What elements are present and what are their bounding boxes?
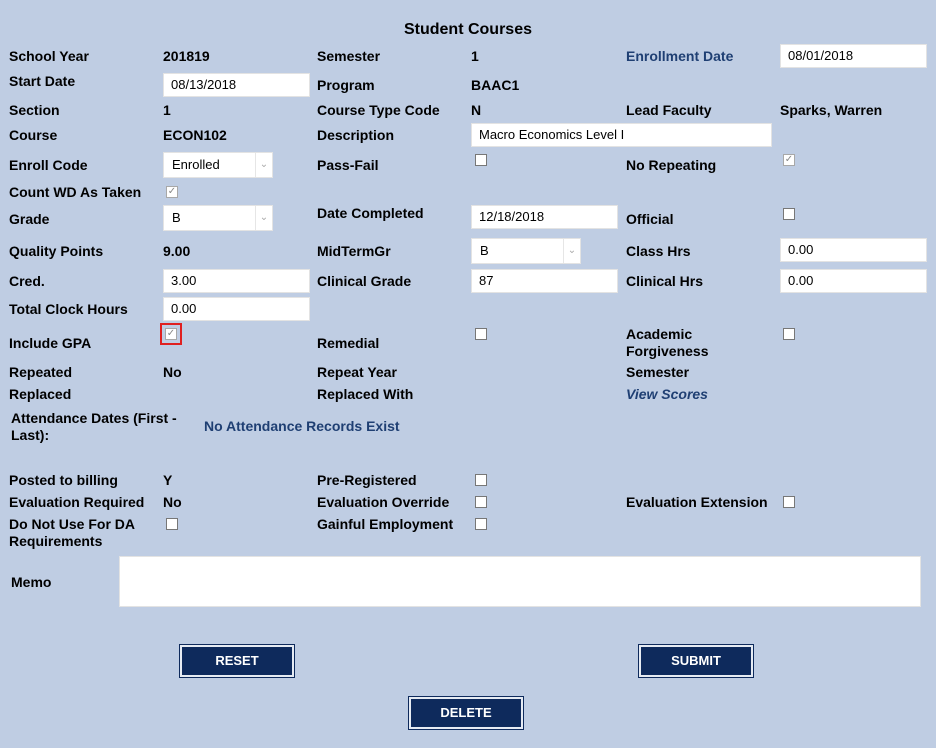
include-gpa-label: Include GPA (9, 335, 92, 351)
evaluation-required-value: No (163, 494, 182, 510)
course-type-code-label: Course Type Code (317, 102, 440, 118)
grade-selected: B (172, 210, 181, 225)
checkmark-icon: ✓ (167, 186, 177, 197)
course-type-code-value: N (471, 102, 482, 118)
date-completed-input[interactable]: 12/18/2018 (471, 205, 618, 229)
no-repeating-label: No Repeating (626, 157, 717, 173)
lead-faculty-value: Sparks, Warren (780, 102, 883, 118)
quality-points-value: 9.00 (163, 243, 191, 259)
quality-points-label: Quality Points (9, 243, 104, 259)
cred-input[interactable]: 3.00 (163, 269, 310, 293)
midterm-gr-select[interactable] (471, 238, 581, 264)
semester-label: Semester (317, 48, 381, 64)
grade-label: Grade (9, 211, 50, 227)
school-year-value: 201819 (163, 48, 210, 64)
academic-forgiveness-checkbox[interactable] (783, 328, 795, 340)
reset-button[interactable]: RESET (180, 645, 294, 677)
enrollment-date-label: Enrollment Date (626, 48, 734, 64)
count-wd-checkbox[interactable] (166, 186, 178, 198)
description-input[interactable]: Macro Economics Level I (471, 123, 772, 147)
midterm-gr-selected: B (480, 243, 489, 258)
posted-to-billing-value: Y (163, 472, 173, 488)
clinical-hrs-label: Clinical Hrs (626, 273, 704, 289)
cred-label: Cred. (9, 273, 45, 289)
course-value: ECON102 (163, 127, 227, 143)
no-repeating-checkbox[interactable] (783, 154, 795, 166)
total-clock-hours-input[interactable]: 0.00 (163, 297, 310, 321)
enroll-code-selected: Enrolled (172, 157, 220, 172)
grade-select[interactable] (163, 205, 273, 231)
count-wd-label: Count WD As Taken (9, 184, 142, 200)
chevron-down-icon: ⌄ (255, 153, 272, 177)
enroll-code-label: Enroll Code (9, 157, 88, 173)
evaluation-extension-checkbox[interactable] (783, 496, 795, 508)
class-hrs-label: Class Hrs (626, 243, 691, 259)
memo-label: Memo (11, 574, 52, 590)
checkmark-icon: ✓ (166, 328, 176, 339)
clinical-hrs-input[interactable]: 0.00 (780, 269, 927, 293)
pre-registered-checkbox[interactable] (475, 474, 487, 486)
clinical-grade-label: Clinical Grade (317, 273, 412, 289)
enroll-code-select[interactable] (163, 152, 273, 178)
repeat-semester-label: Semester (626, 364, 690, 380)
remedial-checkbox[interactable] (475, 328, 487, 340)
replaced-with-label: Replaced With (317, 386, 414, 402)
start-date-label: Start Date (9, 73, 76, 89)
course-label: Course (9, 127, 58, 143)
start-date-input[interactable]: 08/13/2018 (163, 73, 310, 97)
date-completed-label: Date Completed (317, 205, 424, 221)
checkmark-icon: ✓ (784, 154, 794, 165)
include-gpa-checkbox[interactable] (165, 328, 177, 340)
program-label: Program (317, 77, 375, 93)
lead-faculty-label: Lead Faculty (626, 102, 712, 118)
class-hrs-input[interactable]: 0.00 (780, 238, 927, 262)
posted-to-billing-label: Posted to billing (9, 472, 118, 488)
delete-button[interactable]: DELETE (409, 697, 523, 729)
gainful-employment-checkbox[interactable] (475, 518, 487, 530)
evaluation-extension-label: Evaluation Extension (626, 494, 768, 510)
view-scores-link[interactable]: View Scores (626, 386, 708, 402)
official-checkbox[interactable] (783, 208, 795, 220)
academic-forgiveness-label: Academic Forgiveness (626, 326, 709, 359)
pre-registered-label: Pre-Registered (317, 472, 417, 488)
pass-fail-checkbox[interactable] (475, 154, 487, 166)
submit-button[interactable]: SUBMIT (639, 645, 753, 677)
evaluation-required-label: Evaluation Required (9, 494, 145, 510)
repeated-label: Repeated (9, 364, 73, 380)
do-not-use-da-label: Do Not Use For DA Requirements (9, 516, 135, 549)
memo-textarea[interactable] (119, 556, 921, 607)
attendance-dates-value: No Attendance Records Exist (204, 418, 400, 434)
total-clock-hours-label: Total Clock Hours (9, 301, 128, 317)
evaluation-override-label: Evaluation Override (317, 494, 450, 510)
official-label: Official (626, 211, 674, 227)
section-label: Section (9, 102, 60, 118)
school-year-label: School Year (9, 48, 89, 64)
gainful-employment-label: Gainful Employment (317, 516, 454, 532)
page-title: Student Courses (403, 21, 532, 38)
program-value: BAAC1 (471, 77, 520, 93)
remedial-label: Remedial (317, 335, 380, 351)
section-value: 1 (163, 102, 171, 118)
enrollment-date-input[interactable]: 08/01/2018 (780, 44, 927, 68)
pass-fail-label: Pass-Fail (317, 157, 379, 173)
repeat-year-label: Repeat Year (317, 364, 397, 380)
midterm-gr-label: MidTermGr (317, 243, 391, 259)
chevron-down-icon: ⌄ (255, 206, 272, 230)
evaluation-override-checkbox[interactable] (475, 496, 487, 508)
chevron-down-icon: ⌄ (563, 239, 580, 263)
description-label: Description (317, 127, 395, 143)
replaced-label: Replaced (9, 386, 72, 402)
semester-value: 1 (471, 48, 479, 64)
do-not-use-da-checkbox[interactable] (166, 518, 178, 530)
repeated-value: No (163, 364, 182, 380)
attendance-dates-label: Attendance Dates (First - Last): (11, 410, 177, 443)
clinical-grade-input[interactable]: 87 (471, 269, 618, 293)
